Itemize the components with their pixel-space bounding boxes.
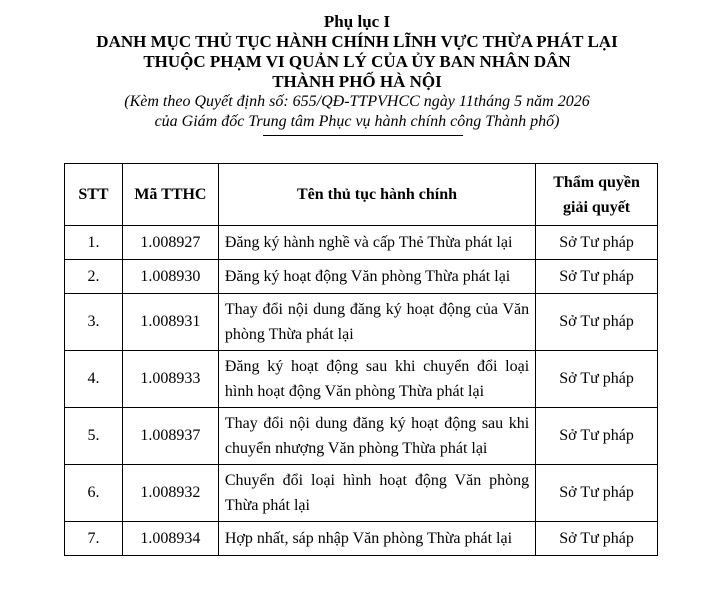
cell-stt: 1. [65,226,123,260]
cell-stt: 6. [65,465,123,522]
cell-stt: 7. [65,522,123,556]
table-row [65,465,658,522]
table-row [65,226,658,260]
cell-name: Đăng ký hoạt động Văn phòng Thừa phát lại [218,260,535,294]
table-row [65,260,658,294]
appendix-label: Phụ lục I [323,12,391,31]
cell-name: Thay đổi nội dung đăng ký hoạt động sau khi chuyển nhượng Văn phòng Thừa phát lại [218,408,535,465]
cell-stt: 2. [65,260,123,294]
cell-authority: Sở Tư pháp [536,522,658,556]
cell-code: 1.008930 [122,260,218,294]
table-row [65,294,658,351]
table-row [65,522,658,556]
cell-name: Hợp nhất, sáp nhập Văn phòng Thừa phát lại [218,522,535,556]
cell-authority: Sở Tư pháp [536,294,658,351]
subtitle-line-2: của Giám đốc Trung tâm Phục vụ hành chính công Thành phố) [154,113,560,130]
title-line-3: THÀNH PHỐ HÀ NỘI [272,72,442,91]
procedures-table [64,163,658,556]
cell-name: Đăng ký hoạt động sau khi chuyển đổi loại hình hoạt động Văn phòng Thừa phát lại [218,351,535,408]
cell-authority: Sở Tư pháp [536,260,658,294]
column-header-authority: Thẩm quyền giải quyết [536,164,658,226]
subtitle-line-1: (Kèm theo Quyết định số: 655/QĐ-TTPVHCC ngày 11tháng 5 năm 2026 [124,93,590,110]
cell-authority: Sở Tư pháp [536,226,658,260]
cell-code: 1.008931 [122,294,218,351]
cell-code: 1.008932 [122,465,218,522]
cell-stt: 5. [65,408,123,465]
cell-name: Thay đổi nội dung đăng ký hoạt động của Văn phòng Thừa phát lại [218,294,535,351]
cell-name: Đăng ký hành nghề và cấp Thẻ Thừa phát lại [218,226,535,260]
cell-authority: Sở Tư pháp [536,351,658,408]
cell-authority: Sở Tư pháp [536,408,658,465]
header-divider [263,135,463,136]
cell-stt: 4. [65,351,123,408]
cell-code: 1.008937 [122,408,218,465]
column-header-name: Tên thủ tục hành chính [218,164,535,226]
document-header [0,0,714,136]
column-header-stt: STT [65,164,123,226]
cell-code: 1.008927 [122,226,218,260]
cell-stt: 3. [65,294,123,351]
cell-code: 1.008934 [122,522,218,556]
table-row [65,408,658,465]
title-line-2: THUỘC PHẠM VI QUẢN LÝ CỦA ỦY BAN NHÂN DÂN [143,52,571,71]
cell-name: Chuyển đổi loại hình hoạt động Văn phòng Thừa phát lại [218,465,535,522]
table-header-row [65,164,658,226]
cell-authority: Sở Tư pháp [536,465,658,522]
title-line-1: DANH MỤC THỦ TỤC HÀNH CHÍNH LĨNH VỰC THỪA PHÁT LẠI [96,32,618,51]
cell-code: 1.008933 [122,351,218,408]
column-header-code: Mã TTHC [122,164,218,226]
table-row [65,351,658,408]
